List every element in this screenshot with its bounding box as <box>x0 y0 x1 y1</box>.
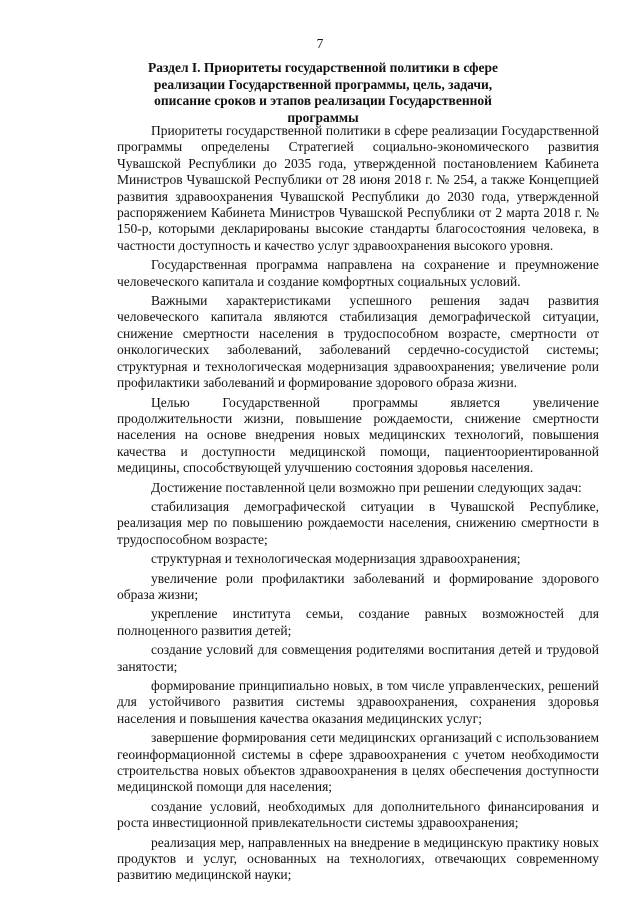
task-item: стабилизация демографической ситуации в Чувашской Республике, реализация мер по повышению рождаемости населения, снижению смертности в трудоспособном возрасте; <box>117 498 599 547</box>
section-title: Раздел I. Приоритеты государственной политики в сфере реализации Государственной программы, цель, задачи, описание сроков и этапов реализации Государственной программы <box>147 60 498 125</box>
paragraph-key-characteristics: Важными характеристиками успешного решения задач развития человеческого капитала являются стабилизация демографической ситуации, снижение смертности населения в трудоспособном возрасте, смертности от онкологических заболеваний, заболеваний сердечно-сосудистой системы; структурная и технологическая модернизация здравоохранения; увеличение роли профилактики заболеваний и формирование здорового образа жизни. <box>117 293 599 391</box>
task-item: реализация мер, направленных на внедрение в медицинскую практику новых продуктов и услуг, основанных на технологиях, отвечающих современному развитию медицинской науки; <box>117 834 599 883</box>
task-item: структурная и технологическая модернизация здравоохранения; <box>151 551 521 567</box>
task-item: увеличение роли профилактики заболеваний и формирование здорового образа жизни; <box>117 570 599 602</box>
task-item: создание условий, необходимых для дополнительного финансирования и роста инвестиционной привлекательности системы здравоохранения; <box>117 798 599 831</box>
body-text <box>117 123 599 887</box>
paragraph-priorities: Приоритеты государственной политики в сфере реализации Государственной программы определены Стратегией социально-экономического развития Чувашской Республики до 2035 года, утвержденной постановлением Кабинета Министров Чувашской Республики от 28 июня 2018 г. № 254, а также Концепцией развития здравоохранения Чувашской Республики до 2030 года, утвержденной распоряжением Кабинета Министров Чувашской Республики от 2 марта 2018 г. № 150-р, которыми декларированы высокие стандарты благосостояния человека, в частности доступность и качество услуг здравоохранения высокого уровня. <box>117 123 599 253</box>
paragraph-program-direction: Государственная программа направлена на сохранение и преумножение человеческого капитала и создание комфортных социальных условий. <box>117 257 599 289</box>
task-item: формирование принципиально новых, в том числе управленческих, решений для устойчивого развития системы здравоохранения, сохранения здоровья населения и повышения качества оказания медицинских услуг; <box>117 678 599 726</box>
paragraph-program-goal: Целью Государственной программы является увеличение продолжительности жизни, повышение рождаемости, снижение смертности населения на основе внедрения новых медицинских технологий, повышения качества и доступности медицинской помощи, пациентоориентированной медицины, способствующей улучшению состояния здоровья населения. <box>117 394 599 476</box>
task-item: завершение формирования сети медицинских организаций с использованием геоинформационной системы в сфере здравоохранения с учетом необходимости строительства новых объектов здравоохранения в целях обеспечения доступности медицинской помощи для населения; <box>117 730 599 795</box>
paragraph-tasks-intro: Достижение поставленной цели возможно при решении следующих задач: <box>151 479 582 495</box>
task-item: создание условий для совмещения родителями воспитания детей и трудовой занятости; <box>117 642 599 674</box>
task-item: укрепление института семьи, создание равных возможностей для полноценного развития детей; <box>117 606 599 638</box>
page-number: 7 <box>316 36 324 51</box>
